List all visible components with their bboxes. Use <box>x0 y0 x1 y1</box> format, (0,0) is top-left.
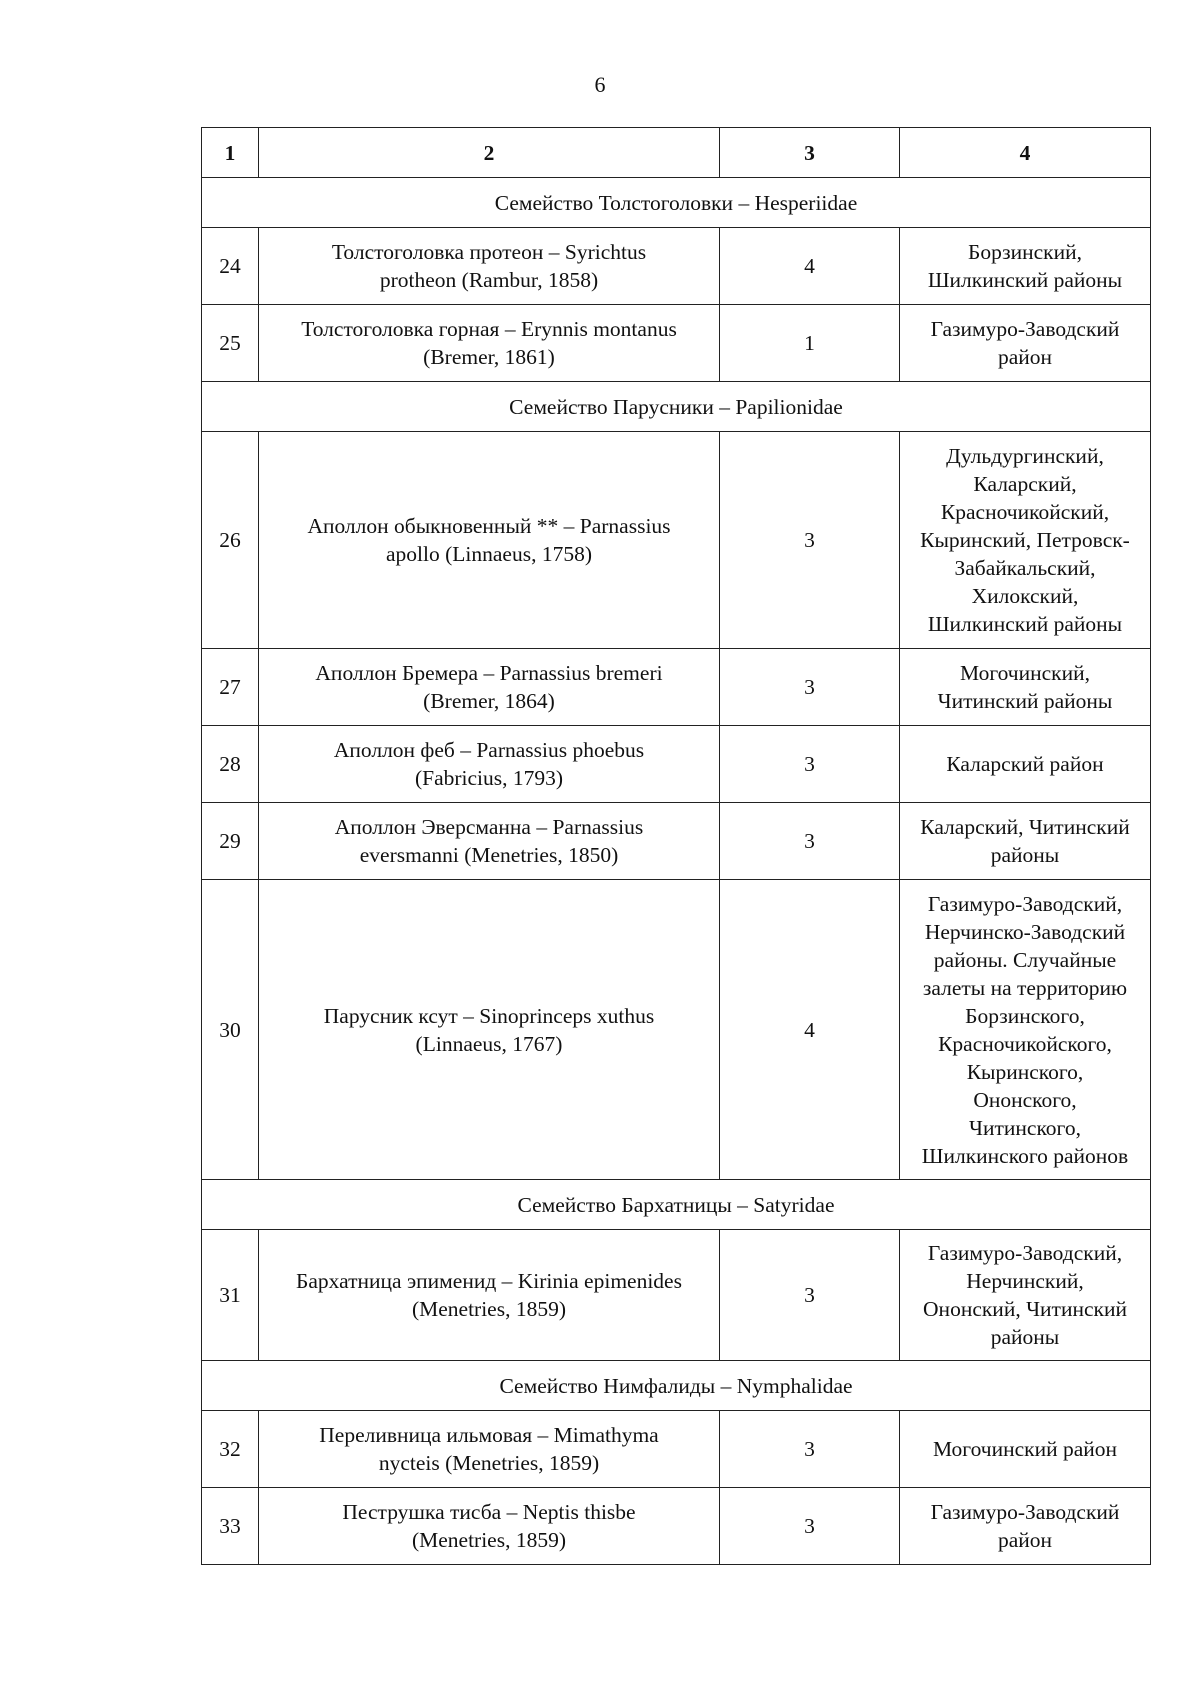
family-title: Семейство Нимфалиды – Nymphalidae <box>202 1361 1151 1411</box>
table-row <box>202 1488 1151 1565</box>
species-name: Переливница ильмовая – Mimathyma nycteis (Menetries, 1859) <box>259 1411 720 1488</box>
status-category: 3 <box>720 726 900 803</box>
districts: Дульдургинский, Каларский, Красночикойский, Кыринский, Петровск- Забайкальский, Хилокский, Шилкинский районы <box>900 432 1151 649</box>
districts: Могочинский район <box>900 1411 1151 1488</box>
species-name: Аполлон Эверсманна – Parnassius eversmanni (Menetries, 1850) <box>259 803 720 880</box>
status-category: 4 <box>720 228 900 305</box>
districts: Газимуро-Заводский, Нерчинско-Заводский районы. Случайные залеты на территорию Борзинского, Красночикойского, Кыринского, Ононского, Читинского, Шилкинского районов <box>900 880 1151 1180</box>
districts: Каларский район <box>900 726 1151 803</box>
species-name: Толстоголовка горная – Erynnis montanus (Bremer, 1861) <box>259 305 720 382</box>
row-number: 32 <box>202 1411 259 1488</box>
column-header-species: 2 <box>259 128 720 178</box>
table-row <box>202 228 1151 305</box>
species-name: Бархатница эпименид – Kirinia epimenides (Menetries, 1859) <box>259 1230 720 1361</box>
page-number: 6 <box>594 72 606 97</box>
column-header-category: 3 <box>720 128 900 178</box>
row-number: 29 <box>202 803 259 880</box>
table-header-row <box>202 128 1151 178</box>
species-name: Толстоголовка протеон – Syrichtus protheon (Rambur, 1858) <box>259 228 720 305</box>
table-row <box>202 880 1151 1180</box>
table-row <box>202 649 1151 726</box>
districts: Борзинский, Шилкинский районы <box>900 228 1151 305</box>
districts: Газимуро-Заводский район <box>900 1488 1151 1565</box>
status-category: 4 <box>720 880 900 1180</box>
table-row <box>202 432 1151 649</box>
row-number: 33 <box>202 1488 259 1565</box>
table-row <box>202 1411 1151 1488</box>
row-number: 27 <box>202 649 259 726</box>
districts: Газимуро-Заводский район <box>900 305 1151 382</box>
family-title: Семейство Толстоголовки – Hesperiidae <box>202 178 1151 228</box>
table-row <box>202 305 1151 382</box>
table-row <box>202 726 1151 803</box>
table-row <box>202 1230 1151 1361</box>
species-table <box>201 127 1151 1565</box>
column-header-districts: 4 <box>900 128 1151 178</box>
status-category: 3 <box>720 432 900 649</box>
row-number: 28 <box>202 726 259 803</box>
species-name: Аполлон феб – Parnassius phoebus (Fabricius, 1793) <box>259 726 720 803</box>
status-category: 3 <box>720 649 900 726</box>
table-row <box>202 803 1151 880</box>
family-row <box>202 1180 1151 1230</box>
species-name: Пеструшка тисба – Neptis thisbe (Menetries, 1859) <box>259 1488 720 1565</box>
status-category: 1 <box>720 305 900 382</box>
status-category: 3 <box>720 1230 900 1361</box>
districts: Газимуро-Заводский, Нерчинский, Ононский, Читинский районы <box>900 1230 1151 1361</box>
family-row <box>202 178 1151 228</box>
row-number: 30 <box>202 880 259 1180</box>
status-category: 3 <box>720 1411 900 1488</box>
species-name: Аполлон Бремера – Parnassius bremeri (Bremer, 1864) <box>259 649 720 726</box>
row-number: 25 <box>202 305 259 382</box>
districts: Каларский, Читинский районы <box>900 803 1151 880</box>
row-number: 24 <box>202 228 259 305</box>
districts: Могочинский, Читинский районы <box>900 649 1151 726</box>
status-category: 3 <box>720 803 900 880</box>
status-category: 3 <box>720 1488 900 1565</box>
family-row <box>202 1361 1151 1411</box>
family-title: Семейство Бархатницы – Satyridae <box>202 1180 1151 1230</box>
family-row <box>202 382 1151 432</box>
column-header-number: 1 <box>202 128 259 178</box>
species-name: Аполлон обыкновенный ** – Parnassius apollo (Linnaeus, 1758) <box>259 432 720 649</box>
row-number: 31 <box>202 1230 259 1361</box>
family-title: Семейство Парусники – Papilionidae <box>202 382 1151 432</box>
species-name: Парусник ксут – Sinoprinceps xuthus (Linnaeus, 1767) <box>259 880 720 1180</box>
row-number: 26 <box>202 432 259 649</box>
